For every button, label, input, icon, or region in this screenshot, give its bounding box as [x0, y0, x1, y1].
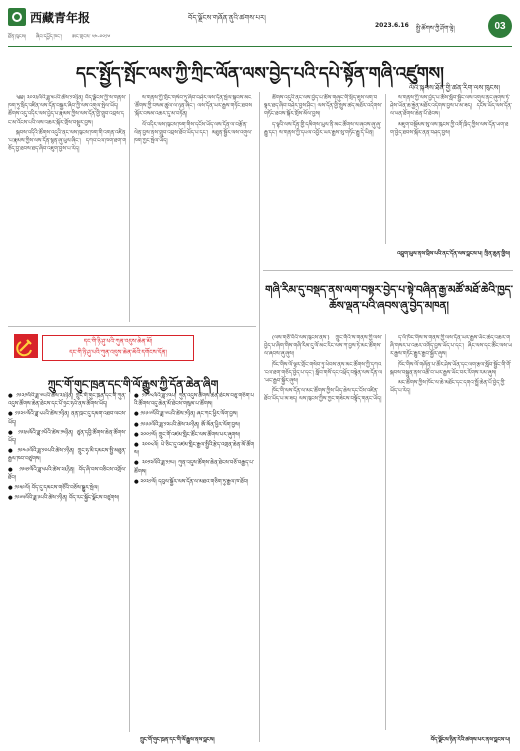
section-divider — [8, 326, 256, 327]
column-divider — [129, 392, 130, 732]
timeline-item: ● ༡༩༤༩ལོའི་ཟླ་༡༠པའི་ཚེས་༡ཉིན། ཀྲུང་ཧྭ་མི་དམངས་སྤྱི་མཐུན་རྒྱལ་ཁབ་བཙུགས། — [8, 448, 126, 463]
column-divider — [385, 94, 386, 244]
masthead — [8, 4, 512, 46]
masthead-rule — [8, 46, 512, 47]
column-divider — [385, 334, 386, 730]
paper-name: 西藏青年报 — [29, 10, 90, 25]
timeline-item: ● ༡༩༩༧ལོའི་ཟླ་༧པའི་ཚེས་༡ཉིན། ཞང་ཀང་ཕྱིར་ལོག་བྱས། — [134, 411, 238, 418]
article1-column-3 — [264, 94, 382, 244]
party-banner — [8, 332, 258, 364]
timeline-item: ● ༢༠༢༡ལོ། དབུལ་སྐྱོར་ལས་དོན་ལ་མཐའ་གཅིག་ཏུ་རྒྱལ་ཁ་ཐོབ། — [134, 478, 249, 485]
column-divider — [129, 94, 130, 322]
paragraph: ཁོང་གི་ལས་དོན་ལ་མང་ཚོགས་ཀྱིས་ཡིད་ཆེས་དང་ངོས་འཛིན་ཐོབ་ཡོད་པ་མ་ཟད། ལས་ཁུངས་ཀྱིས་ཀྱང་གཟེངས་བསྟོད་གནང་ཡོད། — [264, 388, 382, 403]
paragraph: སྐབས་འདིའི་ཚོགས་འདུའི་ནང་ལས་ཁུངས་ཁག་གི་འགན་འཛིན་པ་རྣམས་ཀྱིས་ལས་དོན་སྙན་ཞུ་ཕུལ་ཞིང་། དཀའ་ངལ་ཁག་ཐག་གཅོད་བྱ་ཐབས་ཐད་ཞིབ་འཇུག་བྱས་པ་རེད། — [8, 129, 126, 153]
masthead-sub-item: ཨང་གྲངས་ ༥༤-༠༠༡༦ — [71, 34, 111, 40]
article1-column-1 — [8, 94, 126, 322]
article3-credit: བོད་ལྗོངས་ཉིན་རེའི་ཚགས་པར་ནས་བླངས་པ། — [430, 737, 510, 743]
section-divider — [263, 270, 513, 271]
article1-credit: འབྲུག་ཡུལ་ནས་བྲིས་པའི་ནང་དོན་ལས་བླངས་པ། ཀྲིན་ཆུན་གྱིས། — [397, 251, 510, 257]
article1-column-2 — [134, 94, 252, 322]
article2-column-2 — [134, 392, 254, 722]
party-ribbon-line-1: དང་གི་ཉི་ཤུ་པའི་ཀུན་འདུས་ཆེན་མོ། — [83, 338, 153, 345]
paragraph: ཚོགས་འདུའི་ནང་ལས་བྱེད་པ་ཚོས་གཞུང་གི་སྲིད་ཇུས་ལག་བསྟར་ཐད་ཞིབ་བཤེར་བྱས་ཤིང་། ལས་དོན་གྱི་སྤུས་ཚད་མཐོར་འདེགས་གཏོང་ཐབས་སྐོར་གྲོས་མོལ་བྱས། — [264, 95, 382, 118]
paragraph: ལོ་འདིར་ལས་ཁུངས་ཁག་གིས་དངོས་ཡོད་ལས་དོན་ལ་བརྩོན་ལེན་བྱས་ནས་གྲུབ་འབྲས་ཐོབ་ཡོད་པ་དང་། མཐུན་སྦྱོར་ལས་འགུལ་ཁག་ཀྱང་སྤེལ་ཡོད། — [134, 121, 252, 145]
issue-date: 2023.6.16 — [375, 22, 409, 29]
timeline-item: ● ༡༩༢༡ལོའི་ཟླ་༧པའི་ཚེས་༢༣ཉིན། ཀྲུང་གོ་གུང་ཁྲན་དང་གི་ཀུན་འདུས་ཚོགས་ཆེན་ཐེངས་དང་པོ་ཧྲང་ཧའེ་ནས་ཚོགས་ཡོད། — [8, 393, 126, 408]
paper-logo — [8, 6, 90, 28]
article3-headline: གཞི་རིམ་དུ་བསྡད་ནས་ལག་བསྟར་བྱེད་པ་སྟེ་བཞིན་རྒྱ་མཚོ་མཐོ་ཆེའི་ཁྱད་ཆོས་ལྡན་པའི་ཞབས་ཞུ་བྱེད་མཁན། — [265, 284, 513, 312]
section-name: སྤྱི་ཚོགས་ཀྱི་ཤོག་ལྷེ། — [416, 25, 455, 32]
article2-headline: ཀྲུང་གོ་གུང་ཁྲན་དང་གི་ལོ་རྒྱུས་ཀྱི་དོན་ཆེན་ཞིག — [47, 378, 219, 391]
paragraph: ད་ལྟའི་ལས་དོན་གྱི་དམིགས་ཡུལ་ནི་མང་ཚོགས་ལ་ཞབས་ཞུ་ཞུ་རྒྱུ་དང་། ས་གནས་ཀྱི་དཔལ་འབྱོར་ཡར་རྒྱས་སུ་གཏོང་རྒྱུ་དེ་ཡིན། — [264, 121, 381, 136]
paragraph: ཁོང་གིས་ལོ་ལྟར་གྲོང་གསེབ་ཏུ་ཕེབས་ནས་མང་ཚོགས་ཀྱི་དཀའ་ངལ་ཐག་གཅོད་བྱེད་པ་དང་། སློབ་གསོ་དང་འཕྲོད་བསྟེན་ལས་དོན་ལ་ཡང་རྒྱབ་སྐྱོར་ཞུས། — [264, 361, 382, 385]
paragraph: ད་ལོ་ཁོང་གིས་ས་གནས་ཀྱི་ལས་དོན་ཡར་རྒྱས་ཡོང་ཆེད་འཆར་གཞི་གསར་པ་འཆར་འགོད་བྱས་ཡོད་པ་དང་། ཞིང་ལས་དང་ཚོང་ལས་ཡར་རྒྱས་གཏོང་རྒྱུར་རྒྱབ་སྐྱོར་ཞུས། — [390, 335, 512, 358]
article2-column-1 — [8, 392, 126, 732]
paragraph: ༄༅། ༢༠༢༣ལོའི་ཟླ་༥པའི་ཚེས་༡༢ཉིན། བོད་ལྗོངས་ཀྱི་ས་གནས་ཁག་ཏུ་སྲིད་འཛིན་ལས་དོན་བསྐྱར་ཞིབ་ཀྱི་ལས་འགུལ་སྤེལ་ཡོད། ཚོགས་འདུ་འདིར་ལས་བྱེད་པ་རྣམས་ཀྱིས་ལས་དོན་གྱི་གྲུབ་འབྲས་དང་མ་འོངས་པའི་ལས་འཆར་སྐོར་གྲོས་བསྡུར་བྱས། — [8, 95, 126, 126]
paragraph: ས་གནས་ཀྱི་ལས་བྱེད་པ་ཚོས་སློབ་སྦྱོང་ལས་འགུལ་ནང་ཞུགས་ཏེ་ཤེས་ཡོན་ཆ་རྐྱེན་མཐོར་འདེགས་བྱས་པ་མ་ཟད། དངོས་ཡོད་ལས་དོན་ལ་ཕན་ཐོགས་ཆེན་པོ་ཐེབས། — [390, 95, 512, 118]
timeline-item: ● ༡༩༦༥ལོའི་ཟླ་༩པའི་ཚེས་༡ཉིན། བོད་རང་སྐྱོང་ལྗོངས་བཙུགས། — [8, 495, 120, 502]
timeline-item: ● ༢༠༠༡ལོ། ཀྲུང་གོ་འཛམ་གླིང་ཚོང་ལས་ཚོགས་པར་ཞུགས། — [134, 431, 240, 438]
article3-column-2 — [390, 334, 512, 724]
hammer-sickle-icon — [14, 334, 38, 358]
column-divider — [259, 92, 260, 742]
timeline-item: ● ༡༩༢༧ལོའི་ཟླ་༨པའི་ཚེས་༡ཉིན། ནན་ཁྲང་དུ་དམག་འཐབ་ལངས་ཡོད། — [8, 411, 126, 426]
logo-emblem-icon — [8, 8, 26, 26]
paragraph: ཁོང་གིས་ལོ་གཞོན་པ་ཚོར་ཤེས་ཡོན་དང་ལག་རྩལ་སློབ་སྦྱོང་གི་གོ་སྐབས་བསྐྲུན་ནས་འཚོ་བ་ཡར་རྒྱས་ཡོང་བར་རོགས་རམ་ཞུས། — [390, 361, 512, 376]
party-ribbon-line-2: དང་གི་ཉི་ཤུ་པའི་ཀུན་འདུས་ཆེན་མོའི་དགོངས་དོན། — [69, 349, 167, 356]
paragraph: མང་ཚོགས་ཀྱིས་ཁོང་ལ་ཆེ་མཐོང་དང་དགའ་སྤྲོ་ཆེན་པོ་བྱེད་ཀྱི་ཡོད་པ་རེད། — [390, 380, 506, 395]
timeline-item: ● ༡༩༥༡ལོའི་ཟླ་༥པའི་ཚེས་༢༣ཉིན། བོད་ཞི་བས་བཅིངས་འགྲོལ་ཐོབ། — [8, 466, 126, 481]
party-ribbon — [42, 335, 194, 361]
page-number-badge: 03 — [488, 14, 512, 38]
timeline-item: ● ༡༩༣༥ལོའི་ཟླ་༡པོའི་ཚེས་༡༥ཉིན། ཙུན་དབྱི་ཚོགས་ཆེན་ཚོགས་ཡོད། — [8, 429, 126, 445]
article1-byline: ལོའི་སྐབས་ཐོན་གྱི་ཚན་རིག་ལས་ཁུངས། — [408, 84, 500, 92]
paragraph: མཇུག་བསྡོམས་སུ་ལས་ཁུངས་ཀྱི་འགོ་ཁྲིད་ཀྱིས་ལས་དོན་ཡག་ཐག་བྱེད་ཐབས་སྐོར་ནན་བཤད་བྱས། — [390, 121, 509, 136]
article3-column-1 — [264, 334, 382, 734]
masthead-sub-item: ཞིབ་དཔྱོད་ཁང་། — [35, 34, 63, 40]
article1-column-4 — [390, 94, 512, 244]
masthead-center-title: བོད་ལྗོངས་གཞོན་ནུའི་ཚགས་པར། — [188, 14, 266, 22]
timeline-item: ● ༢༠༡༢ལོའི་ཟླ་༡༡པ། ཀུན་འདུས་ཚོགས་ཆེན་ཐེངས་བཅོ་བརྒྱད་པ་ཚོགས། — [134, 460, 254, 475]
timeline-item: ● ༡༩༥༩ལོ། བོད་དུ་དམངས་གཙོའི་བཅོས་སྒྱུར་སྤེལ། — [8, 485, 99, 492]
article1-headline: དང་སྤྱོད་སྤོང་ལས་ཀྱི་ཀྲིང་ལོན་ལས་བྱེད་པའི་དཔེ་སྟོན་གཞི་འཛུགས། — [76, 64, 444, 84]
timeline-item: ● ༡༩༧༨ལོའི་ཟླ་༡༢པ། ཀུན་འདུས་ཚོགས་ཆེན་ཐེངས་བཅུ་གཅིག་པའི་ཚོགས་འདུ་ཆེན་མོ་ཐེངས་གསུམ་པ་ཚོགས། — [134, 393, 254, 408]
article2-credit: ཀྲུང་གོ་གུང་ཁྲན་དང་གི་ལོ་རྒྱུས་ནས་བླངས། — [140, 737, 215, 743]
timeline-item: ● ༢༠༠༨ལོ། པེ་ཅིང་དུ་འཛམ་གླིང་རྒྱལ་སྤྱིའི་རྩེད་འགྲན་ཆེན་མོ་ཚོགས། — [134, 442, 254, 457]
masthead-sub-item: ཐོན་ཁུངས། — [8, 34, 27, 40]
masthead-sub-line — [8, 31, 118, 45]
timeline-item: ● ༡༩༩༩ལོའི་ཟླ་༡༢པའི་ཚེས་༢༠ཉིན། ཨོ་མོན་ཕྱིར་ལོག་བྱས། — [134, 421, 240, 428]
paragraph: (ལས་གཙོ་བོའི་ལས་ཁུངས་ནས་) ཀྲུང་གོའི་ས་གནས་ཀྱི་ལས་བྱེད་པ་ཞིག་གིས་གཞི་རིམ་དུ་ལོ་མང་རིང་ལས་ཀ་བྱས་ཏེ་མང་ཚོགས་ལ་ཞབས་ཞུ་ཞུས། — [264, 335, 382, 358]
paragraph: ས་གནས་ཀྱི་གྲོང་གསེབ་ཏུ་ཞིབ་བཤེར་ལས་དོན་སྤེལ་སྐབས་མང་ཚོགས་ཀྱི་བསམ་ཚུལ་ལ་ཉན་ཞིང་། ལས་དོན་ཡར་རྒྱས་གཏོང་ཐབས་སྐོར་བསམ་འཆར་དུ་མ་བཏོན། — [134, 95, 252, 118]
